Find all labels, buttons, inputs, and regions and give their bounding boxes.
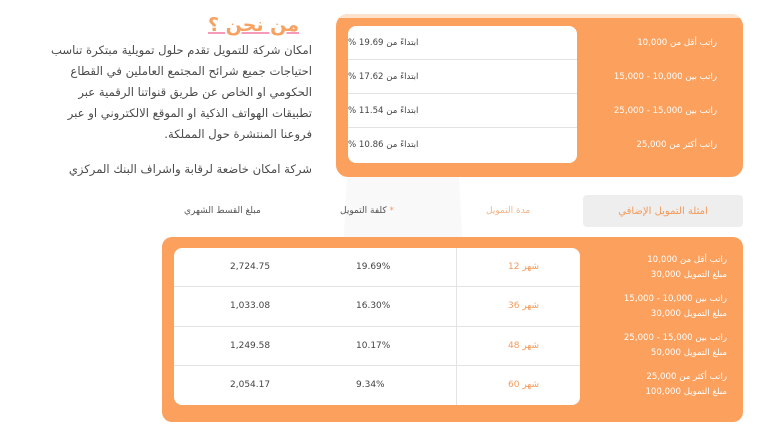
example-label (597, 292, 727, 322)
example-salary: راتب بين 15,000 - 25,000 (623, 333, 727, 343)
column-header-duration: مدة التمويل (486, 206, 531, 216)
about-description: امكان شركة للتمويل تقدم حلول تمويلية مبتكرة تناسب احتياجات جميع شرائح المجتمع العاملين في القطاع الحكومي او الخاص عن طريق قنواتنا الرقمية عبر تطبيقات الهواتف الذكية او الموقع الالكتروني او عبر فروعنا المنتشرة حول المملكة. (50, 43, 312, 141)
rate-value: ابتداءً من 19.69 % (348, 26, 577, 60)
example-label (597, 370, 727, 400)
about-title: من نحن ؟ (208, 14, 300, 36)
cost-value: 9.34% (356, 380, 385, 391)
table-row (174, 327, 580, 366)
example-amount: مبلغ التمويل 30,000 (650, 309, 727, 319)
column-header-cost (340, 206, 394, 216)
installment-value: 1,249.58 (230, 340, 271, 351)
example-salary: راتب أقل من 10,000 (647, 255, 727, 265)
rate-value: ابتداءً من 11.54 % (348, 94, 577, 128)
panel-top-strip (336, 14, 743, 18)
installment-value: 1,033.08 (230, 301, 271, 312)
cost-value: 16.30% (356, 301, 391, 312)
cost-value: 10.17% (356, 340, 391, 351)
example-salary: راتب أكثر من 25,000 (646, 372, 727, 382)
example-salary: راتب بين 10,000 - 15,000 (623, 294, 727, 304)
duration-value: 48 شهر (508, 340, 539, 351)
salary-bracket-label: راتب أقل من 10,000 (637, 38, 717, 48)
about-section (40, 12, 312, 180)
cost-value: 19.69% (356, 262, 391, 273)
example-amount: مبلغ التمويل 100,000 (645, 387, 727, 397)
table-row (174, 248, 580, 287)
column-header-installment: مبلغ القسط الشهري (184, 206, 261, 216)
installment-value: 2,054.17 (230, 380, 271, 391)
salary-bracket-label: راتب أكثر من 25,000 (636, 140, 717, 150)
salary-bracket-label: راتب بين 15,000 - 25,000 (613, 106, 717, 116)
salary-bracket-label: راتب بين 10,000 - 15,000 (613, 72, 717, 82)
regulation-note: شركة امكان خاضعة لرقابة واشراف البنك المركزي (68, 162, 312, 176)
financing-examples-panel (162, 237, 743, 422)
installment-value: 2,724.75 (230, 262, 271, 273)
example-amount: مبلغ التمويل 50,000 (650, 348, 727, 358)
rates-panel (336, 14, 743, 177)
financing-examples-table (174, 248, 580, 405)
cost-marker: * (389, 206, 395, 216)
rate-value: ابتداءً من 10.86 % (348, 140, 419, 150)
example-amount: مبلغ التمويل 30,000 (650, 270, 727, 280)
rate-value: ابتداءً من 17.62 % (348, 60, 577, 94)
duration-value: 36 شهر (508, 301, 539, 312)
duration-value: 60 شهر (508, 380, 539, 391)
table-row (174, 366, 580, 405)
rates-table (348, 26, 577, 163)
cost-label: كلفة التمويل (340, 206, 387, 216)
example-label (597, 253, 727, 283)
example-label (597, 331, 727, 361)
table-row (174, 287, 580, 326)
duration-value: 12 شهر (508, 262, 539, 273)
tab-financing-examples[interactable]: امثلة التمويل الإضافي (583, 195, 743, 227)
